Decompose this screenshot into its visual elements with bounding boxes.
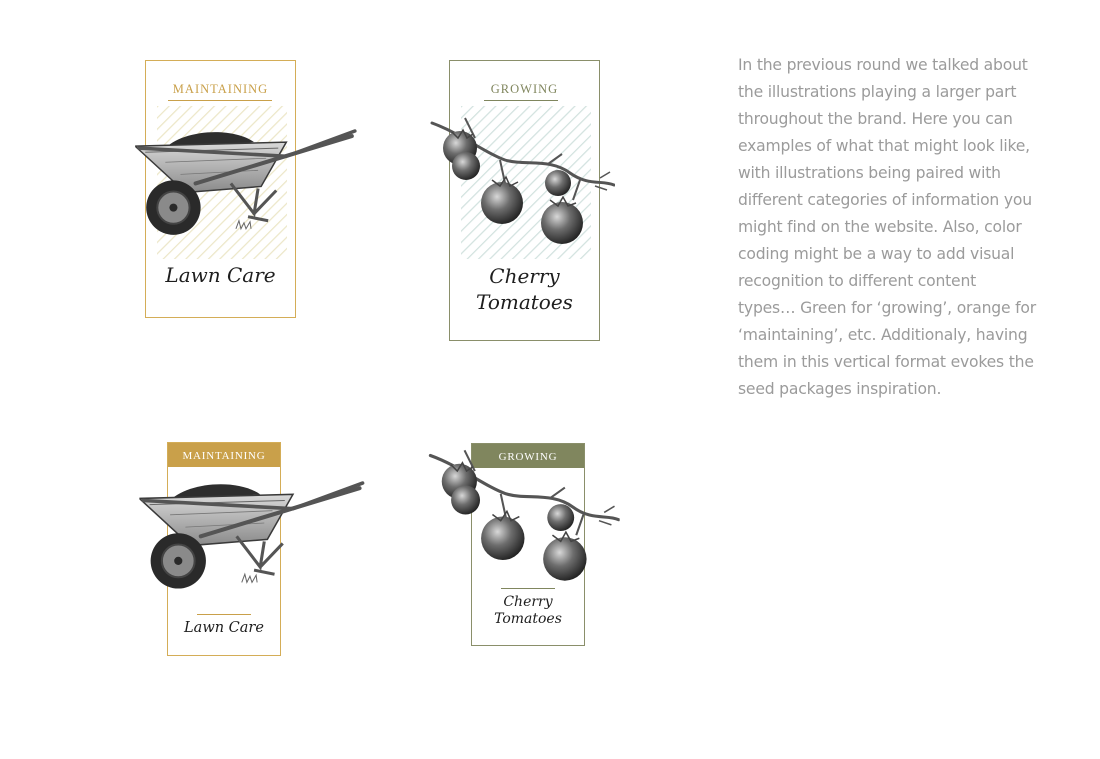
card-title: Lawn Care [184, 620, 264, 636]
category-underline [168, 100, 272, 101]
category-label-maintaining: MAINTAINING [172, 82, 269, 96]
category-label-maintaining: MAINTAINING [182, 450, 266, 462]
card-title-line2: Tomatoes [494, 611, 562, 627]
description-text: In the previous round we talked about the illustrations playing a larger part throughout the brand. Here you can examples of what that might look like, with illustrations being paired with different categories of information you might find on the website. Also, color coding might be a way to add visual recognition to different content types… Green for ‘growing’, orange for ‘maintaining’, etc. Additionaly, having them in this vertical format evokes the seed packages inspiration. [738, 56, 1036, 398]
category-label-growing: GROWING [490, 82, 559, 96]
card-title-line1: Cherry [489, 264, 560, 288]
category-underline [484, 100, 558, 101]
category-label-growing: GROWING [498, 451, 558, 463]
card-title-line1: Cherry [503, 594, 553, 610]
card-title-line2: Tomatoes [476, 290, 573, 314]
wheelbarrow-icon [135, 128, 357, 254]
cherry-tomatoes-icon [424, 440, 624, 590]
card-title: Lawn Care [165, 263, 276, 287]
cherry-tomatoes-icon [430, 108, 615, 253]
wheelbarrow-icon [135, 480, 369, 608]
title-divider [197, 614, 251, 615]
